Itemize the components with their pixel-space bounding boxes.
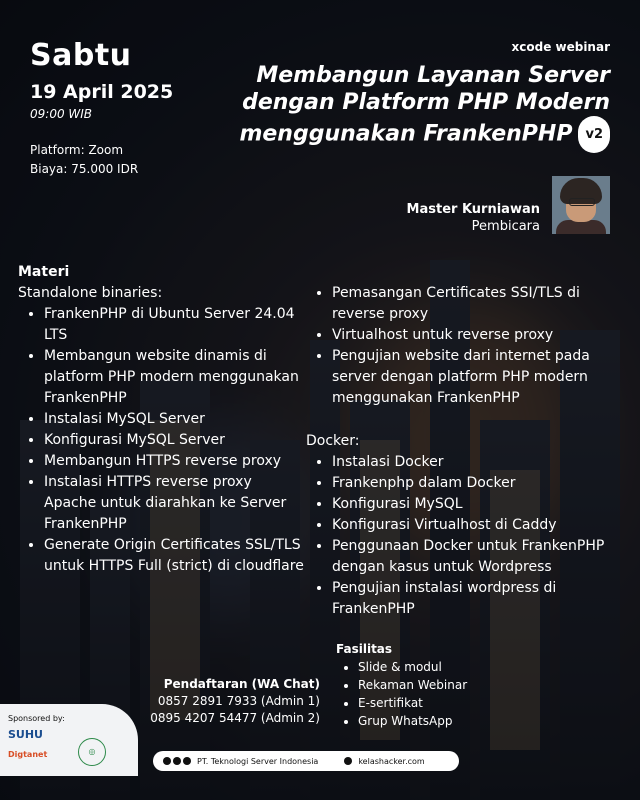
event-platform: Platform: Zoom: [30, 143, 124, 157]
speaker-photo: [552, 176, 610, 234]
list-item: • Penggunaan Docker untuk FrankenPHP dengan kasus untuk Wordpress: [332, 536, 626, 578]
webinar-header: [190, 40, 610, 153]
standalone-list-col1: [18, 304, 308, 577]
list-item: • Slide & modul: [358, 658, 467, 676]
list-item: • Instalasi HTTPS reverse proxy Apache untuk diarahkan ke Server FrankenPHP: [44, 472, 308, 535]
sponsor-suhu-logo: SUHU: [8, 728, 43, 741]
list-item: • Generate Origin Certificates SSL/TLS untuk HTTPS Full (strict) di cloudflare: [44, 535, 308, 577]
sponsor-label: Sponsored by:: [8, 714, 65, 723]
fasilitas-section: [336, 640, 467, 730]
list-item: • Konfigurasi MySQL: [332, 494, 626, 515]
list-item: • Membangun website dinamis di platform PHP modern menggunakan FrankenPHP: [44, 346, 308, 409]
speaker-card: [407, 176, 610, 234]
fasilitas-heading: Fasilitas: [336, 642, 393, 656]
standalone-list-col2: [306, 283, 626, 409]
version-badge: v2: [578, 116, 610, 153]
event-time: 09:00 WIB: [30, 107, 93, 121]
instagram-icon[interactable]: [163, 757, 171, 765]
standalone-heading: Standalone binaries:: [18, 285, 163, 301]
contact-admin-2[interactable]: 0895 4207 54477 (Admin 2): [150, 711, 320, 725]
list-item: • Frankenphp dalam Docker: [332, 473, 626, 494]
event-day: Sabtu: [30, 38, 132, 73]
list-item: • Grup WhatsApp: [358, 712, 467, 730]
docker-list: [306, 452, 626, 620]
event-date: 19 April 2025: [30, 81, 174, 103]
list-item: • Instalasi MySQL Server: [44, 409, 308, 430]
list-item: • Pengujian website dari internet pada server dengan platform PHP modern menggunakan FrankenPHP: [332, 346, 626, 409]
title-line-2: dengan Platform PHP Modern: [242, 90, 610, 115]
sponsor-panel: [0, 704, 138, 776]
website-link[interactable]: kelashacker.com: [358, 756, 425, 766]
list-item: • Konfigurasi Virtualhost di Caddy: [332, 515, 626, 536]
globe-icon: [344, 757, 352, 765]
company-name: PT. Teknologi Server Indonesia: [197, 756, 319, 766]
list-item: • E-sertifikat: [358, 694, 467, 712]
list-item: • Pengujian instalasi wordpress di FrankenPHP: [332, 578, 626, 620]
title-line-3: menggunakan FrankenPHP: [239, 121, 573, 147]
webinar-tag: xcode webinar: [511, 40, 610, 54]
sponsor-emblem-logo: ◎: [78, 738, 106, 766]
speaker-name: Master Kurniawan: [406, 202, 540, 217]
sponsor-digtanet-logo: Digtanet: [8, 750, 48, 759]
speaker-role: Pembicara: [471, 219, 540, 234]
pendaftaran-section: [150, 676, 320, 727]
list-item: • Virtualhost untuk reverse proxy: [332, 325, 626, 346]
webinar-title: [190, 62, 610, 153]
contact-admin-1[interactable]: 0857 2891 7933 (Admin 1): [157, 694, 320, 708]
materi-section: [18, 262, 308, 577]
list-item: • Pemasangan Certificates SSI/TLS di reverse proxy: [332, 283, 626, 325]
list-item: • Rekaman Webinar: [358, 676, 467, 694]
docker-heading: Docker:: [306, 433, 360, 449]
materi-column-2: [306, 283, 626, 620]
materi-heading: Materi: [18, 264, 70, 280]
event-fee: Biaya: 75.000 IDR: [30, 162, 139, 176]
fasilitas-list: [336, 658, 467, 730]
list-item: • Membangun HTTPS reverse proxy: [44, 451, 308, 472]
footer-bar: [153, 751, 459, 771]
title-line-1: Membangun Layanan Server: [256, 63, 610, 88]
event-info: [30, 38, 173, 179]
list-item: • Konfigurasi MySQL Server: [44, 430, 308, 451]
linkedin-icon[interactable]: [183, 757, 191, 765]
pendaftaran-heading: Pendaftaran (WA Chat): [163, 677, 320, 691]
youtube-icon[interactable]: [173, 757, 181, 765]
list-item: • Instalasi Docker: [332, 452, 626, 473]
list-item: • FrankenPHP di Ubuntu Server 24.04 LTS: [44, 304, 308, 346]
